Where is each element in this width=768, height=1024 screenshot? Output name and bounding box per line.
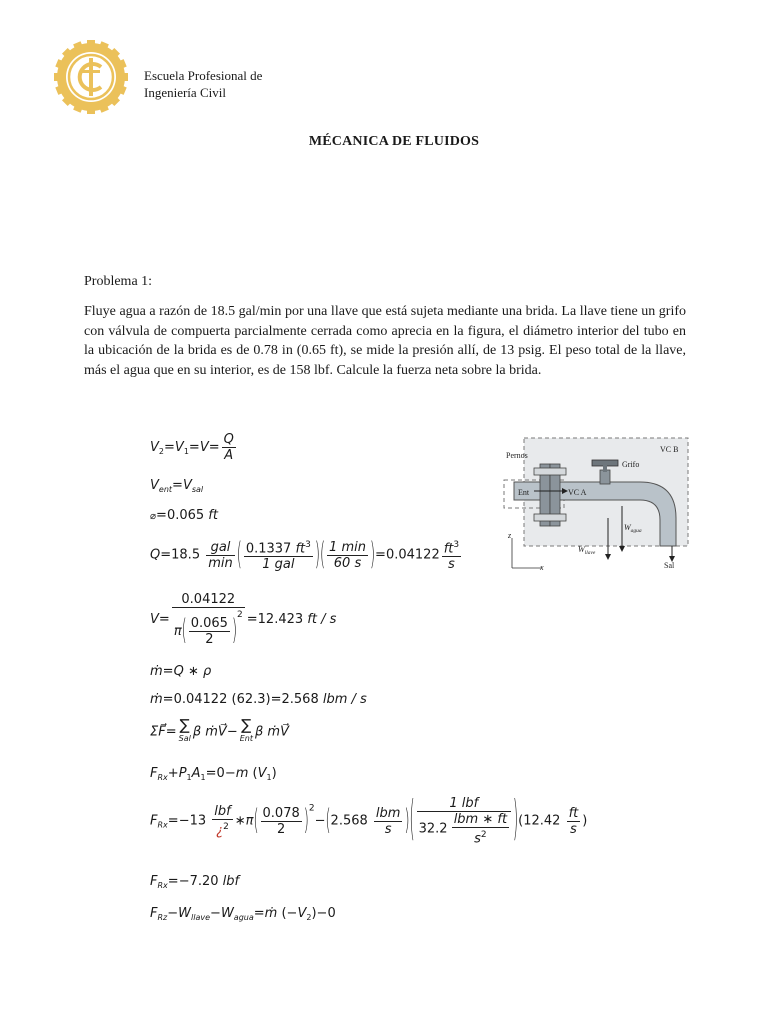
equation-force-x-setup: $F_{Rx}+P_1A_1=0-m$ $(V_1)$ xyxy=(150,766,277,782)
equation-diameter: ⌀=0.065 ft xyxy=(150,508,218,523)
label-sal: Sal xyxy=(664,561,675,570)
university-seal-logo xyxy=(54,40,128,114)
label-ent: Ent xyxy=(518,488,530,497)
label-w-llave: $W_{llave}$ xyxy=(578,545,596,556)
equation-flow-rate: Q=18.5 $\frac{\text{gal}}{\min}$ ( $\frac{0.1337 ft^3}{\text{1 gal}}$ )( $\frac{1 \min}{60 s}$ )=0.04122 $\frac{ft^3}{s}$ xyxy=(150,537,460,574)
equation-mass-flow-def: ṁ=Q ∗ ρ xyxy=(150,664,212,679)
label-vcb: VC B xyxy=(660,445,679,454)
label-vca: VC A xyxy=(568,488,587,497)
problem-heading: Problema 1: xyxy=(84,274,153,289)
bolt-bottom xyxy=(534,514,566,521)
faucet-flange-figure xyxy=(500,434,692,572)
equation-velocity-value: V= 0.04122 π( $\frac{0.065}{2}$ )$^2$ =12.423 ft / s xyxy=(150,592,337,648)
school-name xyxy=(144,67,262,101)
equation-mass-flow-value: ṁ=0.04122 (62.3)=2.568 lbm / s xyxy=(150,692,367,707)
problem-statement: Fluye agua a razón de 18.5 gal/min por una llave que está sujeta mediante una brida. La llave tiene un grifo con válvula de compuerta parcialmente cerrada como aprecia en la figura, el diámetro interior del tubo en la ubicación de la brida es de 0.78 in (0.65 ft), se mide la presión allí, de 13 psig. El peso total de la llave, más el agua que en su interior, es de 158 lbf. Calcule la fuerza neta sobre la brida. xyxy=(84,304,686,378)
school-line-1: Escuela Profesional de xyxy=(144,68,263,83)
equation-force-x-result: $F_{Rx}=-7.20$ lbf xyxy=(150,874,240,890)
bolt-top xyxy=(534,468,566,475)
label-grifo: Grifo xyxy=(622,460,640,469)
equation-force-z-setup: $F_{Rz}-W_{llave}-W_{agua}=ṁ$ $(-V_2)-0$ xyxy=(150,906,336,922)
label-pernos: Pernos xyxy=(506,451,528,460)
equation-vent-vsal: $V_{ent}=V_{sal}$ xyxy=(150,478,204,494)
equation-momentum-balance: ΣF⃗= ∑ Sal β ṁV⃗− ∑ Ent β ṁV⃗ xyxy=(150,716,289,743)
school-line-2: Ingeniería Civil xyxy=(144,85,226,100)
label-x: x xyxy=(540,563,544,572)
label-w-agua: $W_{agua}$ xyxy=(624,523,642,534)
document-title: MÉCANICA DE FLUIDOS xyxy=(308,134,480,149)
valve-body xyxy=(600,470,610,484)
label-z: z xyxy=(508,531,512,540)
equation-velocity-equality: $V_2=V_1=V=$ $\frac{Q}{A}$ xyxy=(150,432,234,463)
equation-force-x-numbers: $F_{Rx}=-13$ $\frac{\text{lbf}}{¿^2}$ ∗π( $\frac{0.078}{2}$ )$^2$−(2.568 $\frac{\text{lbm}}{s}$ )( 1 lbf 32.2 $\frac{\text{lbm ∗ ft}}{s^2}$ )(12.42 $\frac{ft}{s}$ ) xyxy=(150,794,588,849)
